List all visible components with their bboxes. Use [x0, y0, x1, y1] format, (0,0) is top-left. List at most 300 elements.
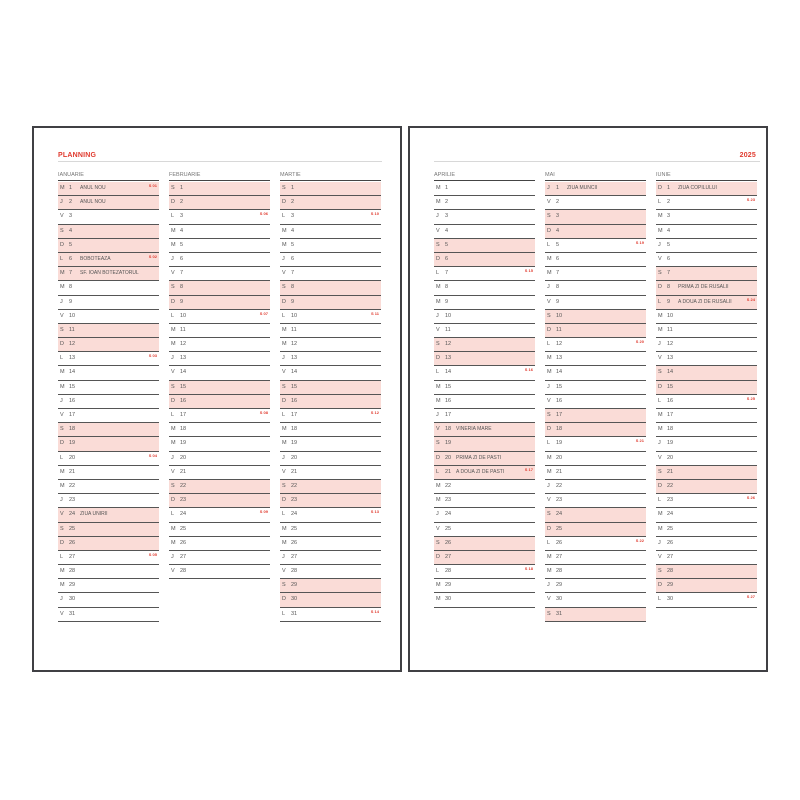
day-number: 18: [180, 426, 187, 433]
week-number: S 05: [148, 551, 157, 557]
day-row: [58, 551, 159, 565]
day-row: [169, 267, 270, 281]
week-number: S 15: [524, 268, 533, 274]
weekday-letter: S: [60, 426, 64, 433]
year-label: 2025: [739, 152, 756, 159]
day-number: 27: [291, 553, 298, 560]
weekday-letter: M: [436, 383, 441, 390]
weekday-letter: S: [547, 610, 551, 617]
day-row: [280, 296, 381, 310]
day-number: 8: [445, 284, 449, 291]
day-row: [58, 565, 159, 579]
day-number: 14: [556, 369, 563, 376]
day-row: [434, 409, 535, 423]
weekday-letter: L: [658, 199, 662, 206]
day-row: [169, 196, 270, 210]
day-number: 8: [291, 284, 295, 291]
day-row: [545, 608, 646, 622]
day-row: [434, 338, 535, 352]
weekday-letter: M: [282, 426, 287, 433]
weekday-letter: M: [547, 568, 552, 575]
day-row: [58, 324, 159, 338]
weekday-letter: J: [282, 553, 285, 560]
weekday-letter: M: [171, 241, 176, 248]
weekday-letter: S: [658, 468, 662, 475]
day-number: 3: [291, 213, 295, 220]
weekday-letter: S: [282, 383, 286, 390]
week-number: S 09: [259, 509, 268, 515]
week-number: S 08: [259, 410, 268, 415]
week-number: S 06: [259, 211, 268, 217]
day-row: [656, 494, 757, 508]
day-number: 5: [291, 241, 295, 248]
day-row: [545, 423, 646, 437]
day-number: 28: [556, 568, 563, 575]
weekday-letter: V: [171, 568, 175, 575]
weekday-letter: V: [171, 468, 175, 475]
day-number: 15: [445, 383, 452, 390]
weekday-letter: M: [171, 426, 176, 433]
day-number: 18: [667, 426, 674, 433]
weekday-letter: V: [171, 270, 175, 277]
weekday-letter: L: [436, 568, 440, 575]
weekday-letter: M: [436, 397, 441, 404]
weekday-letter: D: [547, 326, 551, 333]
day-row: [280, 225, 381, 239]
day-number: 6: [69, 255, 73, 262]
day-row: [656, 508, 757, 522]
weekday-letter: M: [171, 440, 176, 447]
day-number: 4: [556, 227, 560, 234]
day-row: [280, 182, 381, 196]
day-number: 9: [69, 298, 73, 305]
day-row: [656, 338, 757, 352]
day-number: 30: [556, 596, 563, 603]
day-row: [58, 267, 159, 281]
day-number: 10: [667, 312, 674, 319]
weekday-letter: M: [60, 468, 65, 475]
weekday-letter: S: [282, 582, 286, 589]
day-number: 16: [445, 397, 452, 404]
weekday-letter: V: [436, 326, 440, 333]
day-number: 4: [291, 227, 295, 234]
holiday-label: PRIMA ZI DE PASTI: [456, 454, 502, 461]
day-row: [58, 338, 159, 352]
day-number: 17: [667, 412, 674, 418]
day-number: 2: [445, 199, 449, 206]
day-row: [434, 466, 535, 480]
day-row: [58, 437, 159, 451]
day-number: 26: [291, 539, 298, 546]
day-number: 30: [69, 596, 76, 603]
day-row: [545, 523, 646, 537]
day-row: [280, 366, 381, 380]
holiday-label: SF. IOAN BOTEZATORUL: [80, 270, 139, 277]
weekday-letter: V: [436, 426, 440, 433]
day-row: [169, 366, 270, 380]
day-number: 8: [667, 284, 671, 291]
day-number: 18: [69, 426, 76, 433]
weekday-letter: D: [60, 241, 64, 248]
weekday-letter: L: [282, 312, 286, 319]
day-row: [656, 296, 757, 310]
weekday-letter: L: [547, 241, 551, 248]
day-number: 8: [180, 284, 184, 291]
weekday-letter: M: [436, 185, 441, 191]
day-number: 3: [667, 213, 671, 220]
day-row: [280, 466, 381, 480]
day-number: 23: [69, 497, 76, 504]
day-row: [545, 324, 646, 338]
day-number: 5: [556, 241, 560, 248]
day-row: [169, 480, 270, 494]
day-number: 17: [180, 412, 187, 418]
day-row: [656, 423, 757, 437]
weekday-letter: D: [282, 298, 286, 305]
weekday-letter: V: [60, 412, 64, 418]
day-row: [434, 225, 535, 239]
weekday-letter: J: [171, 454, 174, 461]
day-number: 6: [667, 255, 671, 262]
day-row: [434, 366, 535, 380]
day-number: 9: [445, 298, 449, 305]
weekday-letter: L: [547, 539, 551, 546]
day-row: [280, 310, 381, 324]
day-number: 31: [556, 610, 563, 617]
day-row: [545, 551, 646, 565]
weekday-letter: S: [171, 482, 175, 489]
day-number: 11: [180, 326, 186, 333]
title-rule: [434, 161, 760, 162]
weekday-letter: L: [171, 213, 175, 220]
day-number: 25: [556, 525, 563, 532]
day-number: 1: [667, 185, 671, 191]
day-row: [169, 452, 270, 466]
day-row: [58, 466, 159, 480]
day-row: [169, 551, 270, 565]
day-list: [280, 182, 381, 622]
day-number: 1: [69, 185, 73, 191]
day-number: 12: [667, 341, 674, 348]
week-number: S 26: [746, 495, 755, 501]
day-number: 24: [445, 511, 452, 518]
weekday-letter: L: [60, 454, 64, 461]
day-number: 7: [69, 270, 73, 277]
day-number: 30: [291, 596, 298, 603]
day-row: [58, 608, 159, 622]
weekday-letter: M: [171, 227, 176, 234]
weekday-letter: D: [282, 497, 286, 504]
day-row: [434, 281, 535, 295]
day-number: 21: [556, 468, 563, 475]
weekday-letter: S: [282, 185, 286, 191]
day-number: 7: [180, 270, 184, 277]
weekday-letter: M: [547, 270, 552, 277]
month-column-aprilie: [434, 170, 535, 608]
day-row: [434, 381, 535, 395]
weekday-letter: M: [282, 539, 287, 546]
weekday-letter: L: [658, 298, 662, 305]
day-row: [169, 324, 270, 338]
weekday-letter: S: [171, 185, 175, 191]
weekday-letter: S: [171, 383, 175, 390]
month-name: FEBRUARIE: [169, 170, 270, 181]
weekday-letter: V: [282, 270, 286, 277]
week-number: S 20: [635, 339, 644, 345]
weekday-letter: S: [436, 539, 440, 546]
day-number: 12: [556, 341, 563, 348]
day-row: [169, 523, 270, 537]
weekday-letter: S: [60, 326, 64, 333]
day-number: 9: [180, 298, 184, 305]
day-number: 10: [291, 312, 298, 319]
day-row: [58, 239, 159, 253]
day-number: 12: [180, 341, 187, 348]
weekday-letter: V: [282, 468, 286, 475]
month-column-iunie: [656, 170, 757, 608]
day-number: 3: [445, 213, 449, 220]
weekday-letter: L: [282, 213, 286, 220]
day-number: 23: [291, 497, 298, 504]
day-row: [280, 352, 381, 366]
weekday-letter: D: [547, 227, 551, 234]
weekday-letter: J: [436, 213, 439, 220]
weekday-letter: M: [60, 270, 65, 277]
weekday-letter: L: [60, 553, 64, 560]
holiday-label: ANUL NOU: [80, 199, 106, 206]
day-number: 15: [69, 383, 76, 390]
weekday-letter: M: [658, 213, 663, 220]
day-row: [58, 281, 159, 295]
weekday-letter: J: [282, 355, 285, 362]
weekday-letter: J: [436, 312, 439, 319]
day-number: 13: [445, 355, 452, 362]
weekday-letter: V: [658, 255, 662, 262]
day-number: 16: [180, 397, 187, 404]
day-number: 25: [291, 525, 298, 532]
day-number: 16: [667, 397, 674, 404]
day-number: 22: [445, 482, 452, 489]
day-row: [169, 409, 270, 423]
day-row: [169, 537, 270, 551]
day-row: [280, 381, 381, 395]
day-row: [434, 182, 535, 196]
weekday-letter: M: [171, 326, 176, 333]
day-number: 28: [180, 568, 187, 575]
month-name: IUNIE: [656, 170, 757, 181]
day-row: [545, 352, 646, 366]
day-row: [545, 239, 646, 253]
day-number: 23: [445, 497, 452, 504]
day-row: [280, 210, 381, 224]
day-number: 16: [69, 397, 76, 404]
weekday-letter: M: [658, 312, 663, 319]
weekday-letter: D: [658, 482, 662, 489]
weekday-letter: M: [171, 539, 176, 546]
day-number: 11: [445, 326, 451, 333]
week-number: S 23: [746, 197, 755, 203]
day-row: [58, 225, 159, 239]
day-row: [656, 267, 757, 281]
day-row: [656, 551, 757, 565]
day-row: [434, 352, 535, 366]
weekday-letter: D: [171, 199, 175, 206]
day-row: [434, 452, 535, 466]
day-number: 1: [180, 185, 184, 191]
day-row: [434, 324, 535, 338]
weekday-letter: V: [436, 227, 440, 234]
day-row: [656, 409, 757, 423]
day-row: [434, 565, 535, 579]
day-number: 7: [445, 270, 449, 277]
day-number: 26: [445, 539, 452, 546]
month-name: APRILIE: [434, 170, 535, 181]
day-row: [656, 210, 757, 224]
day-number: 18: [445, 426, 452, 433]
day-row: [656, 466, 757, 480]
day-row: [280, 338, 381, 352]
day-number: 29: [445, 582, 452, 589]
weekday-letter: D: [282, 596, 286, 603]
day-row: [545, 508, 646, 522]
weekday-letter: M: [547, 468, 552, 475]
holiday-label: A DOUA ZI DE PASTI: [456, 468, 505, 475]
day-row: [545, 537, 646, 551]
day-row: [545, 480, 646, 494]
day-row: [169, 395, 270, 409]
week-number: S 18: [524, 566, 533, 572]
day-number: 21: [667, 468, 674, 475]
day-row: [58, 381, 159, 395]
weekday-letter: D: [658, 383, 662, 390]
weekday-letter: V: [282, 369, 286, 376]
day-row: [434, 494, 535, 508]
day-row: [280, 523, 381, 537]
week-number: S 03: [148, 353, 157, 359]
weekday-letter: M: [282, 241, 287, 248]
day-row: [169, 508, 270, 522]
day-row: [58, 253, 159, 267]
month-name: MAI: [545, 170, 646, 181]
weekday-letter: L: [658, 497, 662, 504]
week-number: S 21: [635, 438, 644, 444]
weekday-letter: D: [658, 582, 662, 589]
day-number: 6: [445, 255, 449, 262]
weekday-letter: D: [436, 355, 440, 362]
weekday-letter: D: [171, 298, 175, 305]
day-row: [545, 225, 646, 239]
weekday-letter: V: [547, 199, 551, 206]
day-row: [58, 366, 159, 380]
weekday-letter: M: [436, 284, 441, 291]
day-number: 9: [291, 298, 295, 305]
day-row: [434, 310, 535, 324]
day-row: [434, 437, 535, 451]
weekday-letter: L: [547, 341, 551, 348]
day-number: 28: [69, 568, 76, 575]
day-number: 5: [667, 241, 671, 248]
day-number: 30: [667, 596, 674, 603]
day-number: 27: [69, 553, 76, 560]
day-number: 22: [556, 482, 563, 489]
day-number: 17: [69, 412, 76, 418]
weekday-letter: J: [171, 255, 174, 262]
day-row: [656, 352, 757, 366]
weekday-letter: M: [547, 255, 552, 262]
day-number: 2: [556, 199, 560, 206]
weekday-letter: J: [436, 511, 439, 518]
day-number: 12: [291, 341, 298, 348]
day-number: 24: [180, 511, 187, 518]
day-row: [434, 579, 535, 593]
day-number: 4: [69, 227, 73, 234]
day-row: [545, 182, 646, 196]
day-list: [58, 182, 159, 622]
holiday-label: PRIMA ZI DE RUSALII: [678, 284, 729, 291]
day-number: 20: [69, 454, 76, 461]
day-list: [545, 182, 646, 622]
weekday-letter: J: [60, 596, 63, 603]
week-number: S 22: [635, 537, 644, 543]
weekday-letter: D: [171, 497, 175, 504]
day-number: 27: [445, 553, 452, 560]
day-number: 25: [667, 525, 674, 532]
weekday-letter: J: [547, 185, 550, 191]
weekday-letter: J: [658, 241, 661, 248]
day-number: 25: [180, 525, 187, 532]
day-number: 11: [291, 326, 297, 333]
weekday-letter: M: [282, 227, 287, 234]
weekday-letter: J: [171, 355, 174, 362]
week-number: S 16: [524, 367, 533, 373]
day-number: 19: [180, 440, 187, 447]
day-number: 25: [69, 525, 76, 532]
month-column-ianuarie: [58, 170, 159, 622]
day-number: 5: [180, 241, 184, 248]
weekday-letter: M: [658, 412, 663, 418]
weekday-letter: M: [436, 596, 441, 603]
weekday-letter: J: [658, 539, 661, 546]
day-number: 15: [180, 383, 187, 390]
week-number: S 24: [746, 296, 755, 302]
weekday-letter: L: [658, 596, 662, 603]
day-number: 30: [445, 596, 452, 603]
day-row: [656, 579, 757, 593]
weekday-letter: D: [547, 426, 551, 433]
day-row: [545, 466, 646, 480]
weekday-letter: L: [60, 255, 64, 262]
weekday-letter: M: [60, 482, 65, 489]
day-list: [169, 182, 270, 579]
weekday-letter: S: [282, 284, 286, 291]
day-number: 22: [291, 482, 298, 489]
day-row: [656, 324, 757, 338]
day-row: [434, 296, 535, 310]
holiday-label: ANUL NOU: [80, 185, 106, 191]
day-row: [280, 565, 381, 579]
weekday-letter: L: [171, 412, 175, 418]
title-rule: [58, 161, 382, 162]
day-row: [545, 579, 646, 593]
day-row: [656, 480, 757, 494]
weekday-letter: S: [547, 412, 551, 418]
day-number: 11: [667, 326, 673, 333]
weekday-letter: L: [60, 355, 64, 362]
day-number: 16: [291, 397, 298, 404]
day-row: [280, 423, 381, 437]
weekday-letter: M: [60, 582, 65, 589]
day-list: [434, 182, 535, 608]
